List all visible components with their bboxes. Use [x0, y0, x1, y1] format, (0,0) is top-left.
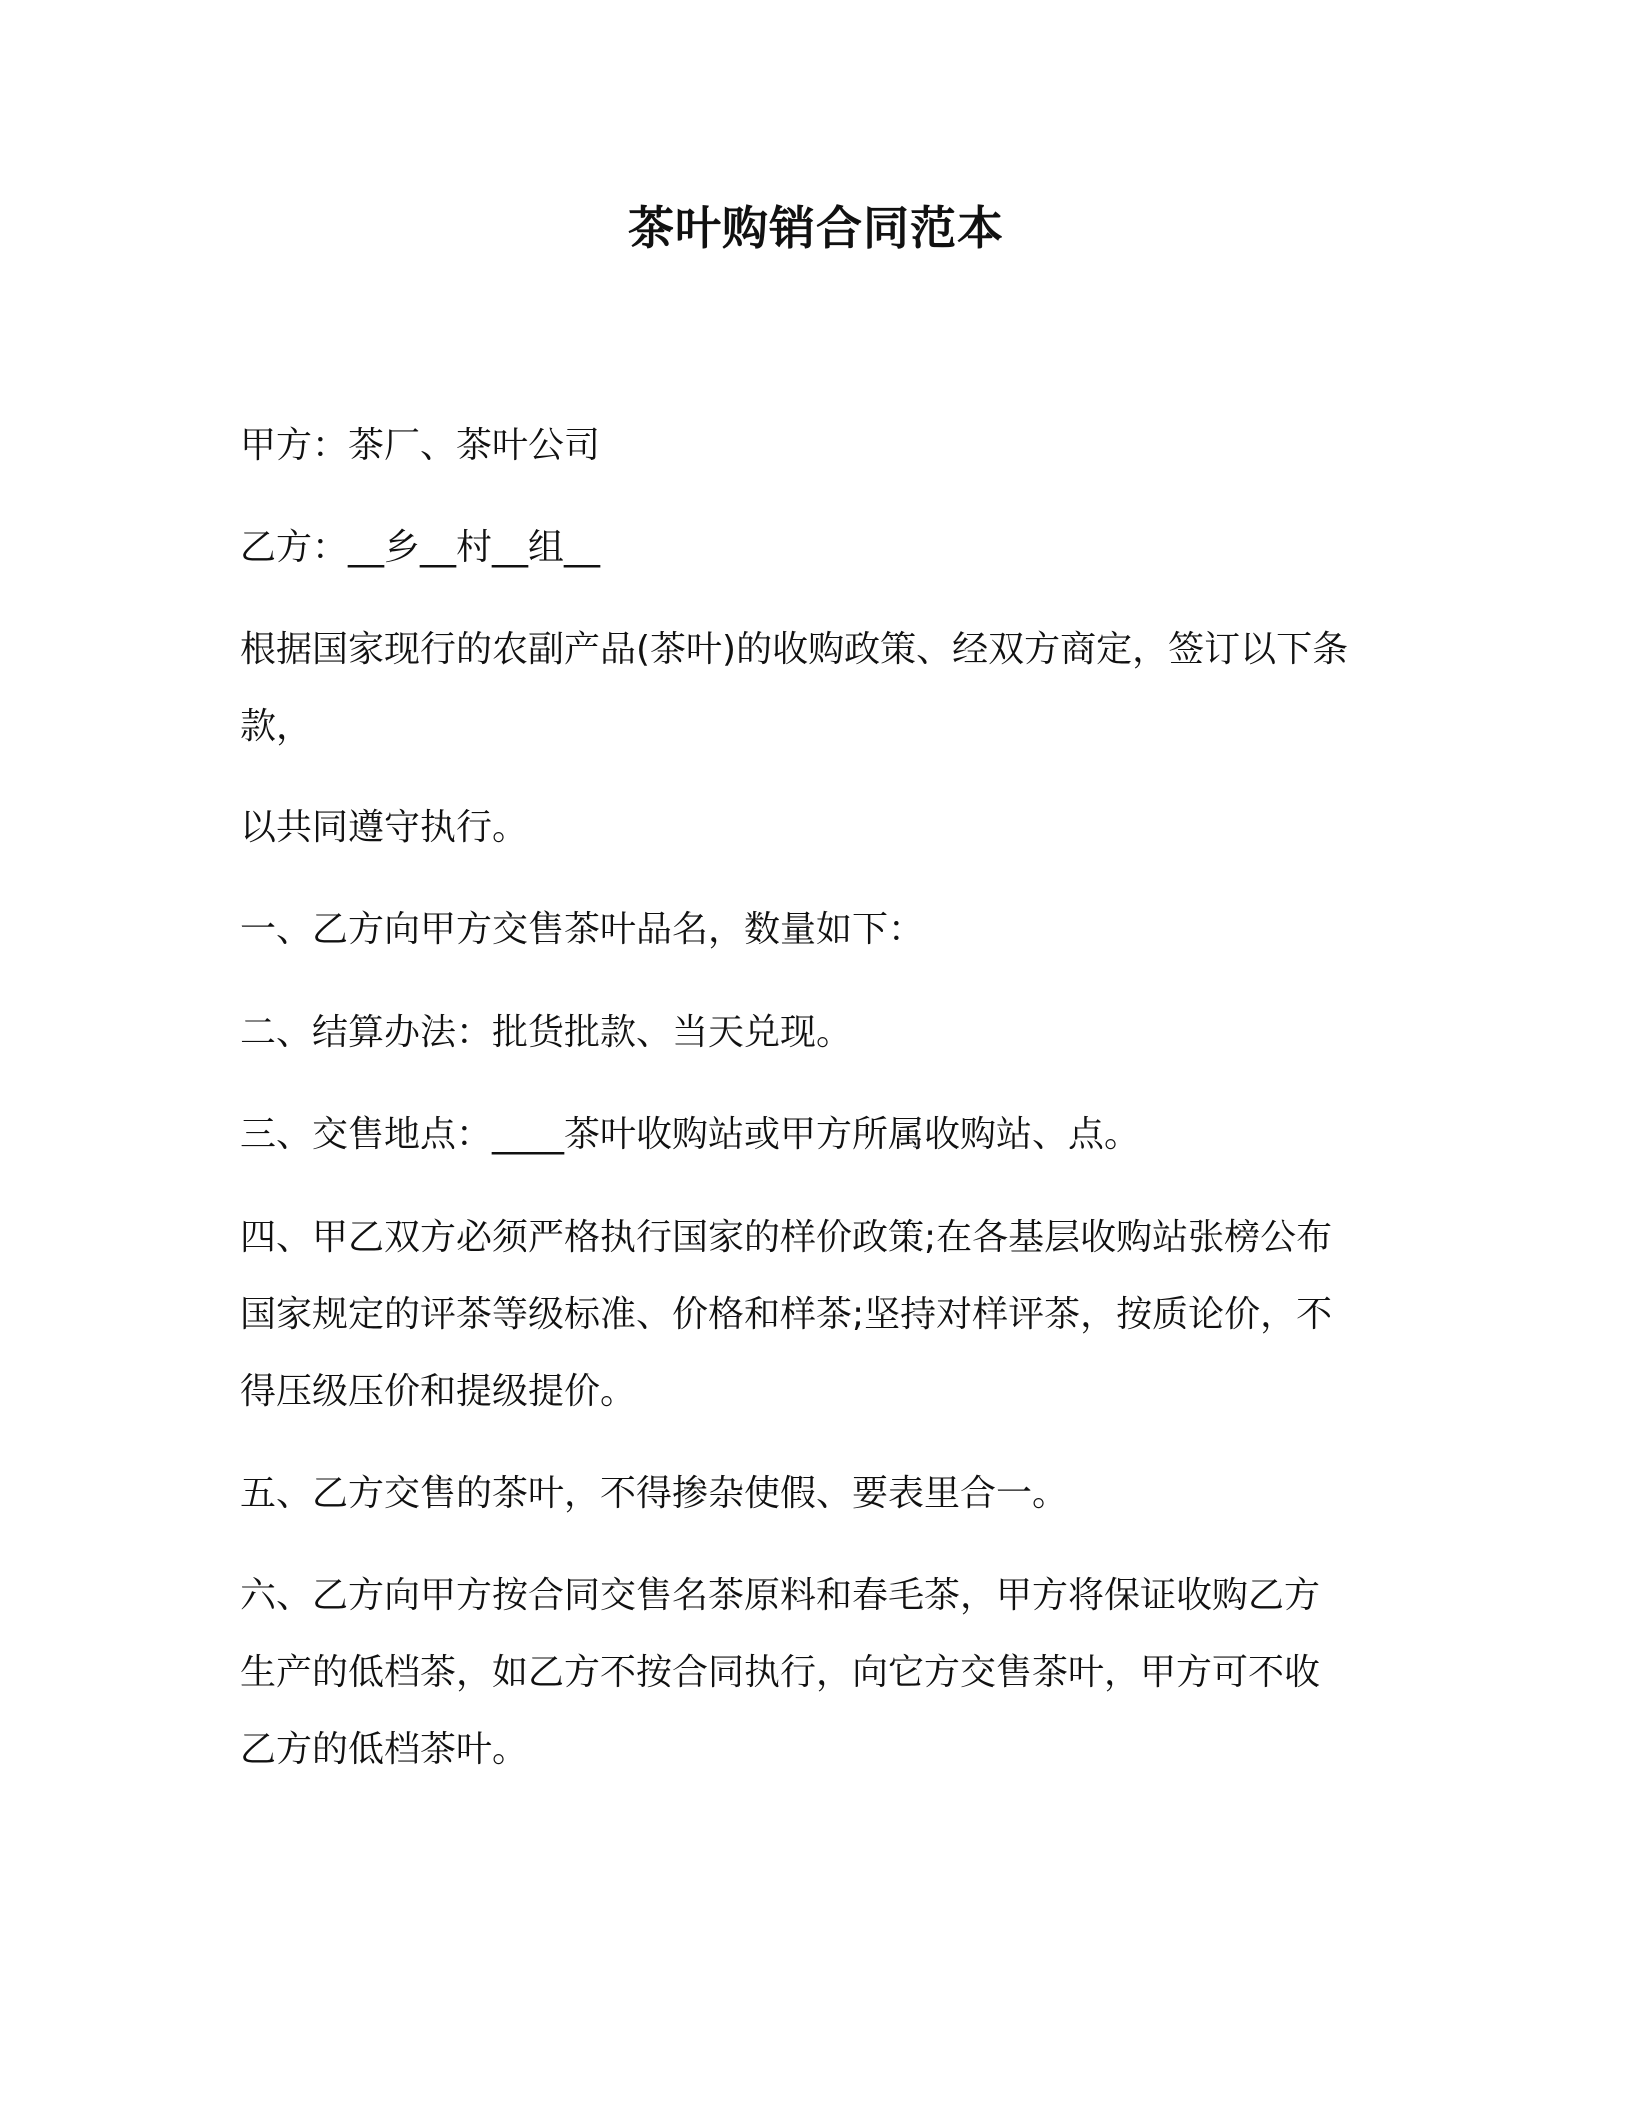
clause-4-line-1: 四、甲乙双方必须严格执行国家的样价政策;在各基层收购站张榜公布 [240, 1217, 1333, 1258]
intro-continuation: 以共同遵守执行。 [240, 807, 529, 848]
clause-4-line-2: 国家规定的评茶等级标准、价格和样茶;坚持对样评茶，按质论价，不 [240, 1294, 1333, 1335]
clause-6-line-2: 生产的低档茶，如乙方不按合同执行，向它方交售茶叶，甲方可不收 [240, 1652, 1321, 1693]
clause-1: 一、乙方向甲方交售茶叶品名，数量如下： [240, 909, 925, 950]
party-a-line: 甲方：茶厂、茶叶公司 [240, 425, 601, 466]
intro-line-2: 款， [240, 706, 313, 747]
clause-3: 三、交售地点：____茶叶收购站或甲方所属收购站、点。 [240, 1114, 1141, 1155]
clause-5: 五、乙方交售的茶叶，不得掺杂使假、要表里合一。 [240, 1473, 1069, 1514]
clause-4-line-3: 得压级压价和提级提价。 [240, 1371, 637, 1412]
document-title: 茶叶购销合同范本 [628, 201, 1004, 255]
party-b-line: 乙方：__乡__村__组__ [240, 527, 601, 568]
intro-line-1: 根据国家现行的农副产品(茶叶)的收购政策、经双方商定，签订以下条 [240, 629, 1349, 670]
clause-6-line-1: 六、乙方向甲方按合同交售名茶原料和春毛茶，甲方将保证收购乙方 [240, 1575, 1321, 1616]
clause-2: 二、结算办法：批货批款、当天兑现。 [240, 1012, 853, 1053]
clause-6-line-3: 乙方的低档茶叶。 [240, 1729, 529, 1770]
